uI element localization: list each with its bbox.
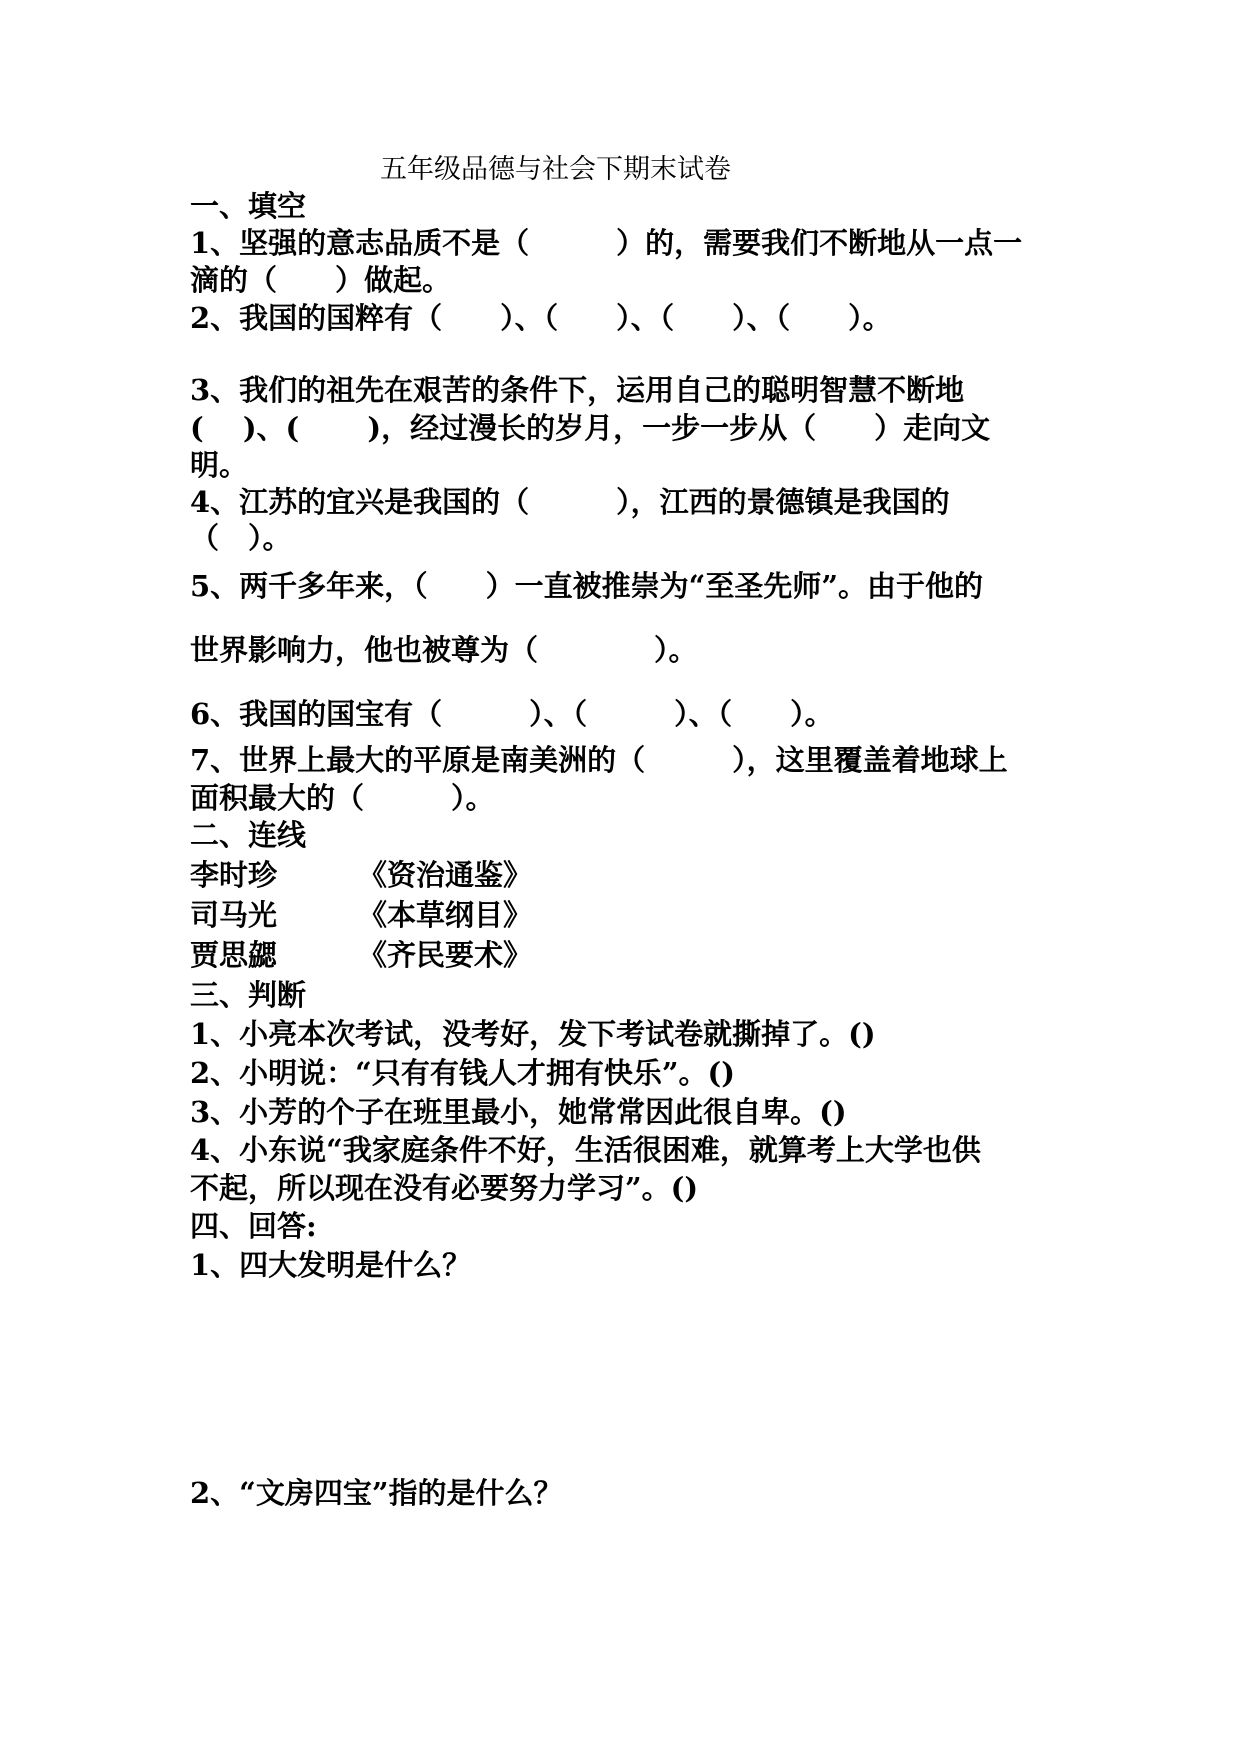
match-row-left-3: 贾思勰	[190, 938, 278, 972]
fill-q3-line3: 明。	[190, 448, 249, 482]
match-row-right-3: 《齐民要术》	[358, 938, 533, 972]
match-row-left-2: 司马光	[190, 898, 278, 932]
judge-q3: 3、小芳的个子在班里最小，她常常因此很自卑。()	[190, 1095, 847, 1129]
fill-q5-line2: 世界影响力，他也被尊为（ ）。	[190, 633, 698, 667]
match-row-left-1: 李时珍	[190, 858, 278, 892]
match-row-right-1: 《资治通鉴》	[358, 858, 533, 892]
fill-q2: 2、我国的国粹有（ ）、（ ）、（ ）、（ ）。	[190, 301, 892, 335]
fill-q3-line2: ( )、( )，经过漫长的岁月，一步一步从（ ）走向文	[190, 411, 991, 445]
judge-q2: 2、小明说：“只有有钱人才拥有快乐”。()	[190, 1056, 735, 1090]
answer-q1: 1、四大发明是什么？	[190, 1248, 472, 1282]
page-title: 五年级品德与社会下期末试卷	[380, 154, 731, 185]
fill-q7-line2: 面积最大的（ ）。	[190, 781, 495, 815]
section-heading-match: 二、连线	[190, 818, 307, 852]
match-row-right-2: 《本草纲目》	[358, 898, 533, 932]
section-heading-answer: 四、回答:	[190, 1209, 317, 1243]
fill-q7-line1: 7、世界上最大的平原是南美洲的（ ），这里覆盖着地球上	[190, 743, 1008, 777]
section-heading-fill: 一、填空	[190, 189, 307, 223]
fill-q5-line1: 5、两千多年来，（ ）一直被推崇为“至圣先师”。由于他的	[190, 569, 984, 603]
fill-q6: 6、我国的国宝有（ ）、（ ）、（ ）。	[190, 697, 834, 731]
fill-q1-line2: 滴的（ ）做起。	[190, 263, 452, 297]
judge-q1: 1、小亮本次考试，没考好，发下考试卷就撕掉了。()	[190, 1017, 876, 1051]
answer-q2: 2、“文房四宝”指的是什么？	[190, 1476, 563, 1510]
judge-q4-line2: 不起，所以现在没有必要努力学习”。()	[190, 1171, 699, 1205]
fill-q3-line1: 3、我们的祖先在艰苦的条件下，运用自己的聪明智慧不断地	[190, 373, 965, 407]
judge-q4-line1: 4、小东说“我家庭条件不好，生活很困难，就算考上大学也供	[190, 1133, 981, 1167]
fill-q4-line1: 4、江苏的宜兴是我国的（ ），江西的景德镇是我国的	[190, 485, 950, 519]
fill-q4-line2: （ ）。	[190, 521, 292, 555]
fill-q1-line1: 1、坚强的意志品质不是（ ）的，需要我们不断地从一点一	[190, 226, 1023, 260]
section-heading-judge: 三、判断	[190, 978, 307, 1012]
